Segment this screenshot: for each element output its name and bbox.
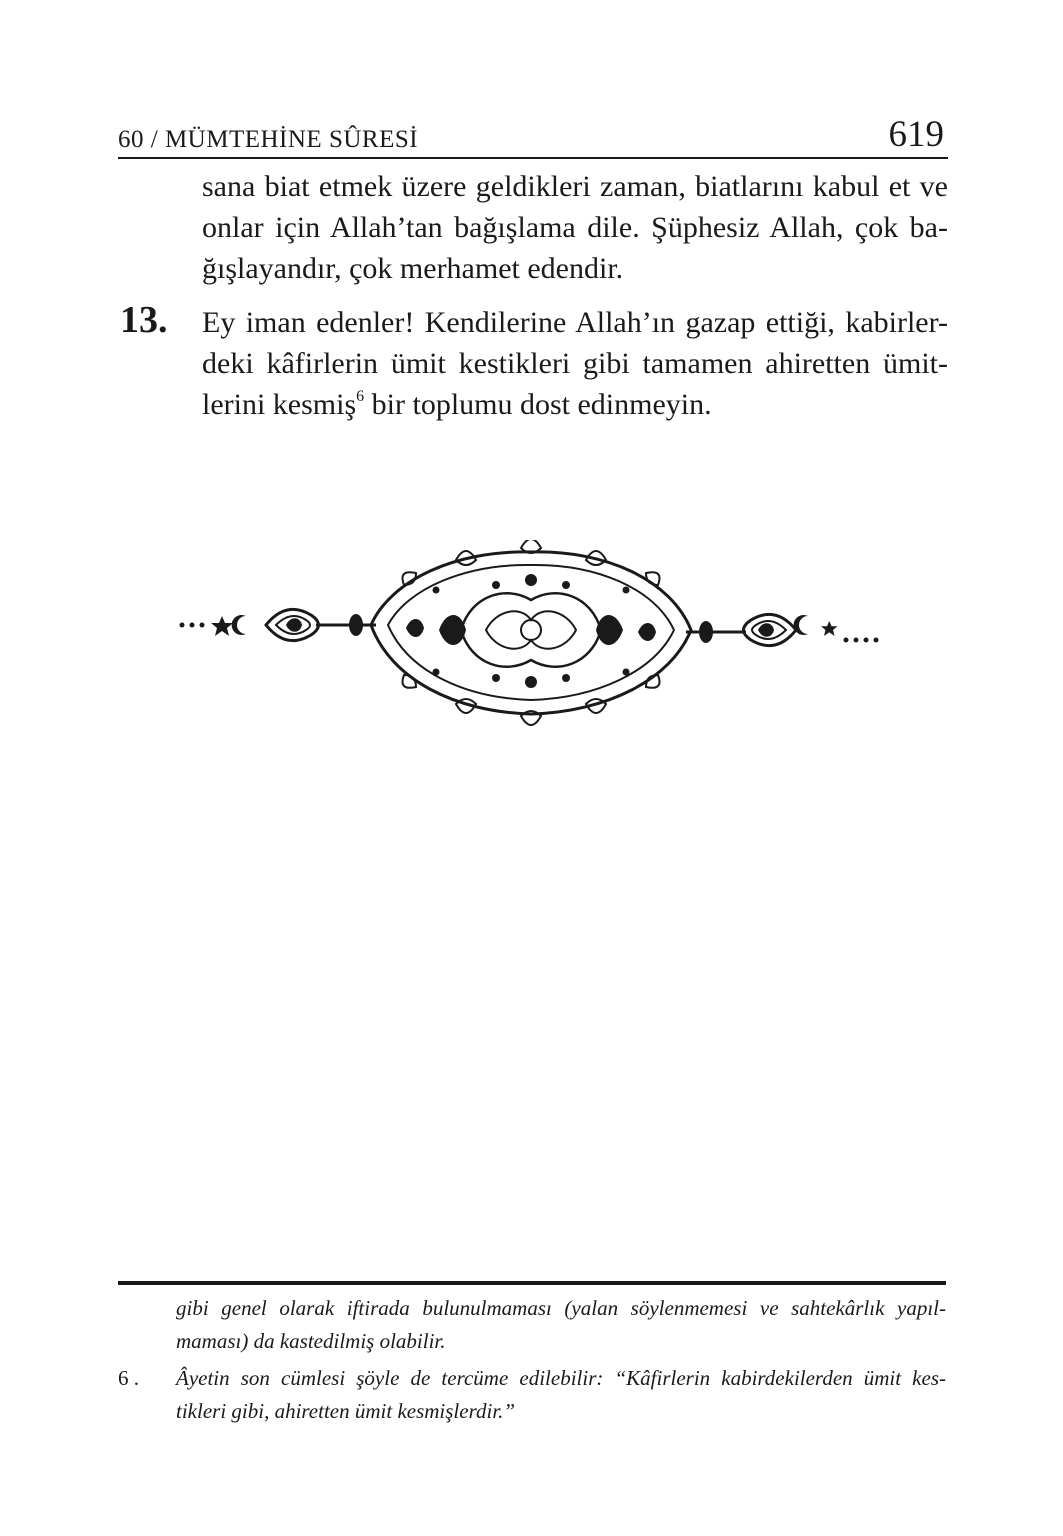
footnote-continuation: [176, 1292, 946, 1358]
header-rule: [118, 157, 948, 159]
footnote-ref[interactable]: 6: [356, 388, 365, 405]
running-head: [118, 116, 946, 160]
floral-rumi-ornament-icon: [176, 540, 886, 730]
verse-continuation: [202, 166, 948, 289]
footnote-line: maması) da kastedilmiş olabilir.: [176, 1329, 446, 1353]
verse-number: 13.: [120, 299, 168, 341]
text-line: onlar için Allah’tan bağışlama dile. Şüphesiz Allah, çok ba-: [202, 211, 948, 244]
footnote-line: Âyetin son cümlesi şöyle de tercüme edilebilir: “Kâfirlerin kabirdekilerden ümit kes-: [176, 1366, 946, 1390]
footnote-rule: [118, 1281, 946, 1285]
verse-13: [118, 299, 948, 425]
text-line: [202, 384, 948, 425]
footnote-line: tikleri gibi, ahiretten ümit kesmişlerdir.”: [176, 1399, 516, 1423]
page-number: 619: [888, 114, 944, 155]
text-line: deki kâfirlerin ümit kestikleri gibi tamamen ahiretten ümit-: [202, 347, 948, 380]
footnote-line: gibi genel olarak iftirada bulunulmaması (yalan söylenmemesi ve sahtekârlık yapıl-: [176, 1296, 946, 1320]
text-line: Ey iman edenler! Kendilerine Allah’ın gazap ettiği, kabirler-: [202, 306, 948, 339]
footnote-6: [118, 1362, 946, 1428]
footnotes: [118, 1292, 946, 1428]
text-line: sana biat etmek üzere geldikleri zaman, biatlarını kabul et ve: [202, 170, 948, 203]
running-title: 60 / MÜMTEHİNE SÛRESİ: [118, 126, 419, 153]
body-text: [118, 166, 948, 425]
text-run: bir toplumu dost edinmeyin.: [364, 388, 712, 421]
footnote-number: 6 .: [118, 1366, 139, 1390]
text-run: lerini kesmiş: [202, 388, 357, 421]
text-line: ğışlayandır, çok merhamet edendir.: [202, 252, 624, 285]
